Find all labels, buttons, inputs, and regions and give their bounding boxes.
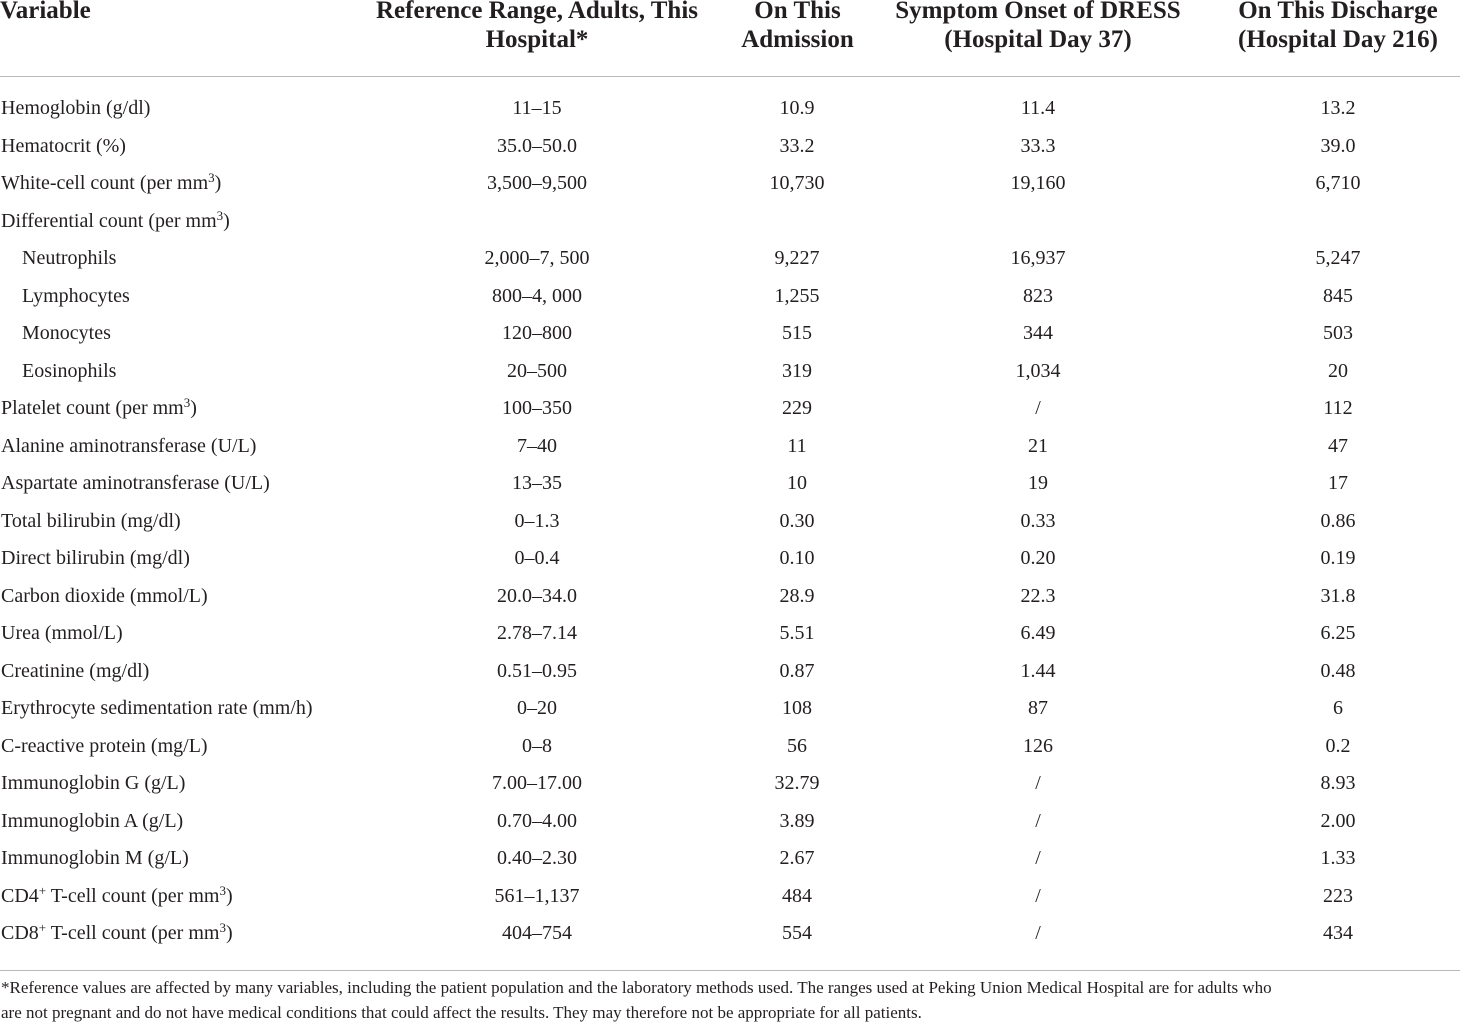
variable-cell bbox=[1, 615, 123, 653]
onset-value-cell: 16,937 bbox=[1010, 247, 1066, 269]
unit-superscript: 3 bbox=[219, 882, 226, 898]
reference-range-cell: 120–800 bbox=[502, 322, 572, 344]
onset-value-cell: 823 bbox=[1023, 284, 1053, 307]
header-admission bbox=[730, 0, 865, 54]
variable-cell bbox=[1, 128, 126, 166]
variable-name: Direct bilirubin (mg/dl) bbox=[1, 547, 190, 569]
onset-value-cell: / bbox=[1035, 397, 1041, 419]
footnote-text bbox=[1, 975, 1459, 1025]
variable-cell bbox=[1, 90, 150, 128]
variable-name: Immunoglobin M (g/L) bbox=[1, 847, 189, 869]
reference-range-cell: 7.00–17.00 bbox=[492, 772, 582, 794]
variable-name: Neutrophils bbox=[22, 247, 117, 269]
onset-value-cell: 19 bbox=[1028, 472, 1048, 494]
reference-range-cell: 0.40–2.30 bbox=[497, 847, 577, 869]
reference-range-cell: 13–35 bbox=[512, 472, 562, 494]
table-header bbox=[0, 0, 1460, 77]
variable-cell bbox=[22, 353, 116, 391]
variable-cell bbox=[1, 465, 270, 503]
table-row bbox=[0, 615, 1460, 653]
variable-name: CD8 bbox=[1, 922, 39, 944]
variable-name: Total bilirubin (mg/dl) bbox=[1, 509, 181, 532]
variable-cell bbox=[1, 728, 208, 766]
table-row bbox=[0, 353, 1460, 391]
discharge-value-cell: 5,247 bbox=[1315, 247, 1361, 269]
unit-superscript: 3 bbox=[183, 395, 191, 410]
variable-cell bbox=[1, 915, 233, 953]
onset-value-cell: / bbox=[1035, 922, 1041, 944]
unit-superscript: 3 bbox=[208, 170, 215, 185]
table-row bbox=[0, 878, 1460, 916]
discharge-value-cell: 0.19 bbox=[1320, 547, 1356, 569]
header-reference-range bbox=[338, 0, 736, 54]
admission-value-cell: 10 bbox=[787, 472, 807, 494]
admission-value-cell: 33.2 bbox=[779, 134, 815, 157]
variable-name-superscript: + bbox=[38, 920, 47, 935]
discharge-value-cell: 0.86 bbox=[1320, 509, 1356, 532]
table-footnote bbox=[0, 970, 1460, 1022]
discharge-value-cell: 223 bbox=[1323, 884, 1353, 907]
table-row bbox=[0, 503, 1460, 541]
discharge-value-cell: 6,710 bbox=[1315, 172, 1361, 194]
reference-range-cell: 3,500–9,500 bbox=[487, 172, 587, 194]
reference-range-cell: 100–350 bbox=[502, 397, 572, 419]
admission-value-cell: 11 bbox=[787, 434, 807, 457]
variable-name-suffix: ) bbox=[214, 172, 222, 194]
footnote-line-1: *Reference values are affected by many variables, including the patient population and the laboratory methods used. The ranges used at Peking Union Medical Hospital are for adults who bbox=[1, 978, 1272, 997]
table-row bbox=[0, 428, 1460, 466]
variable-name: Differential count (per mm bbox=[1, 209, 217, 232]
discharge-value-cell: 1.33 bbox=[1320, 847, 1356, 869]
admission-value-cell: 0.10 bbox=[779, 547, 815, 569]
onset-value-cell: 11.4 bbox=[1020, 97, 1056, 119]
onset-value-cell: 21 bbox=[1028, 434, 1048, 457]
reference-range-cell: 7–40 bbox=[517, 434, 557, 457]
variable-cell bbox=[1, 165, 221, 203]
reference-range-cell: 11–15 bbox=[512, 97, 562, 119]
variable-name: Hematocrit (%) bbox=[1, 134, 126, 157]
reference-range-cell: 35.0–50.0 bbox=[497, 134, 577, 157]
variable-name: Eosinophils bbox=[22, 359, 117, 382]
variable-name-rest: T-cell count (per mm bbox=[46, 922, 220, 944]
variable-name: C-reactive protein (mg/L) bbox=[1, 734, 208, 757]
table-row bbox=[0, 915, 1460, 953]
variable-cell bbox=[1, 503, 181, 541]
variable-name-suffix: ) bbox=[225, 884, 233, 907]
admission-value-cell: 32.79 bbox=[774, 772, 820, 794]
table-row bbox=[0, 540, 1460, 578]
reference-range-cell: 561–1,137 bbox=[494, 884, 580, 907]
table-row bbox=[0, 90, 1460, 128]
variable-cell bbox=[22, 315, 111, 353]
variable-cell bbox=[1, 690, 313, 728]
variable-name: Creatinine (mg/dl) bbox=[1, 659, 150, 682]
onset-value-cell: 0.33 bbox=[1020, 509, 1056, 532]
variable-name-suffix: ) bbox=[225, 922, 233, 944]
variable-name: Monocytes bbox=[22, 322, 111, 344]
onset-value-cell: 33.3 bbox=[1020, 134, 1056, 157]
unit-superscript: 3 bbox=[216, 207, 224, 223]
variable-cell bbox=[22, 240, 116, 278]
variable-cell bbox=[1, 540, 190, 578]
table-row bbox=[0, 240, 1460, 278]
header-reference-line-1: Reference Range, Adults, This bbox=[376, 0, 698, 24]
reference-range-cell: 0.70–4.00 bbox=[497, 809, 577, 832]
variable-name: Immunoglobin A (g/L) bbox=[1, 809, 184, 832]
header-discharge-line-1: On This Discharge bbox=[1238, 0, 1438, 24]
onset-value-cell: 126 bbox=[1023, 734, 1053, 757]
admission-value-cell: 5.51 bbox=[779, 622, 815, 644]
variable-name: Immunoglobin G (g/L) bbox=[1, 772, 186, 794]
variable-name-suffix: ) bbox=[223, 209, 230, 232]
onset-value-cell: 0.20 bbox=[1020, 547, 1056, 569]
admission-value-cell: 554 bbox=[782, 922, 812, 944]
variable-cell bbox=[1, 428, 256, 466]
table-row bbox=[0, 578, 1460, 616]
header-discharge bbox=[1220, 0, 1456, 54]
table-row bbox=[0, 728, 1460, 766]
discharge-value-cell: 8.93 bbox=[1320, 772, 1356, 794]
admission-value-cell: 515 bbox=[782, 322, 812, 344]
header-admission-line-2: Admission bbox=[741, 26, 854, 53]
admission-value-cell: 28.9 bbox=[779, 584, 815, 607]
variable-name: Aspartate aminotransferase (U/L) bbox=[1, 472, 270, 494]
reference-range-cell: 0–8 bbox=[522, 734, 552, 757]
table-row bbox=[0, 390, 1460, 428]
variable-name: Hemoglobin (g/dl) bbox=[1, 97, 151, 119]
table-row bbox=[0, 765, 1460, 803]
reference-range-cell: 20–500 bbox=[507, 359, 567, 382]
table-row bbox=[0, 803, 1460, 841]
admission-value-cell: 0.87 bbox=[779, 659, 815, 682]
reference-range-cell: 0–1.3 bbox=[514, 509, 560, 532]
table-row bbox=[0, 465, 1460, 503]
admission-value-cell: 10,730 bbox=[769, 172, 825, 194]
onset-value-cell: 344 bbox=[1023, 322, 1053, 344]
reference-range-cell: 2,000–7, 500 bbox=[484, 247, 590, 269]
variable-cell bbox=[22, 278, 130, 316]
header-onset-line-1: Symptom Onset of DRESS bbox=[895, 0, 1181, 24]
discharge-value-cell: 6.25 bbox=[1320, 622, 1356, 644]
onset-value-cell: / bbox=[1035, 772, 1041, 794]
admission-value-cell: 108 bbox=[782, 697, 812, 719]
variable-name: Lymphocytes bbox=[22, 284, 130, 307]
reference-range-cell: 800–4, 000 bbox=[492, 284, 582, 307]
admission-value-cell: 56 bbox=[787, 734, 807, 757]
onset-value-cell: 22.3 bbox=[1020, 584, 1056, 607]
variable-name: Carbon dioxide (mmol/L) bbox=[1, 584, 208, 607]
header-variable-label: Variable bbox=[0, 0, 91, 24]
table-row bbox=[0, 203, 1460, 241]
table-row bbox=[0, 165, 1460, 203]
variable-name: Alanine aminotransferase (U/L) bbox=[1, 434, 257, 457]
admission-value-cell: 3.89 bbox=[779, 809, 815, 832]
table-row bbox=[0, 128, 1460, 166]
discharge-value-cell: 17 bbox=[1328, 472, 1348, 494]
admission-value-cell: 0.30 bbox=[779, 509, 815, 532]
onset-value-cell: 1.44 bbox=[1020, 659, 1056, 682]
onset-value-cell: / bbox=[1035, 884, 1041, 907]
discharge-value-cell: 0.2 bbox=[1325, 734, 1351, 757]
table-body bbox=[0, 90, 1460, 953]
table-row bbox=[0, 840, 1460, 878]
variable-cell bbox=[1, 653, 149, 691]
variable-name: Erythrocyte sedimentation rate (mm/h) bbox=[1, 697, 313, 719]
variable-name: White-cell count (per mm bbox=[1, 172, 209, 194]
reference-range-cell: 0–0.4 bbox=[514, 547, 560, 569]
reference-range-cell: 20.0–34.0 bbox=[497, 584, 577, 607]
variable-cell bbox=[1, 803, 183, 841]
discharge-value-cell: 31.8 bbox=[1320, 584, 1356, 607]
variable-name: Urea (mmol/L) bbox=[1, 622, 123, 644]
header-symptom-onset bbox=[878, 0, 1198, 54]
table-row bbox=[0, 653, 1460, 691]
unit-superscript: 3 bbox=[219, 920, 226, 935]
discharge-value-cell: 845 bbox=[1323, 284, 1353, 307]
variable-name: CD4 bbox=[1, 884, 39, 907]
header-reference-line-2: Hospital* bbox=[485, 26, 589, 53]
variable-name-superscript: + bbox=[38, 882, 47, 898]
variable-cell bbox=[1, 390, 197, 428]
reference-range-cell: 404–754 bbox=[502, 922, 572, 944]
variable-name: Platelet count (per mm bbox=[1, 397, 184, 419]
onset-value-cell: 87 bbox=[1028, 697, 1048, 719]
admission-value-cell: 1,255 bbox=[774, 284, 820, 307]
discharge-value-cell: 112 bbox=[1323, 397, 1353, 419]
onset-value-cell: 19,160 bbox=[1010, 172, 1066, 194]
onset-value-cell: 6.49 bbox=[1020, 622, 1056, 644]
reference-range-cell: 0.51–0.95 bbox=[497, 659, 577, 682]
variable-cell bbox=[1, 203, 230, 241]
discharge-value-cell: 39.0 bbox=[1320, 134, 1356, 157]
onset-value-cell: / bbox=[1035, 809, 1041, 832]
header-variable bbox=[0, 0, 91, 25]
header-admission-line-1: On This bbox=[754, 0, 841, 24]
discharge-value-cell: 2.00 bbox=[1320, 809, 1356, 832]
onset-value-cell: 1,034 bbox=[1015, 359, 1061, 382]
discharge-value-cell: 6 bbox=[1333, 697, 1343, 719]
discharge-value-cell: 434 bbox=[1323, 922, 1353, 944]
reference-range-cell: 0–20 bbox=[517, 697, 557, 719]
variable-name-suffix: ) bbox=[190, 397, 197, 419]
table-row bbox=[0, 690, 1460, 728]
discharge-value-cell: 13.2 bbox=[1320, 97, 1356, 119]
discharge-value-cell: 503 bbox=[1323, 322, 1353, 344]
discharge-value-cell: 0.48 bbox=[1320, 659, 1356, 682]
variable-cell bbox=[1, 840, 189, 878]
admission-value-cell: 10.9 bbox=[779, 97, 815, 119]
header-discharge-line-2: (Hospital Day 216) bbox=[1238, 26, 1438, 53]
table-row bbox=[0, 278, 1460, 316]
admission-value-cell: 2.67 bbox=[779, 847, 815, 869]
reference-range-cell: 2.78–7.14 bbox=[497, 622, 577, 644]
admission-value-cell: 9,227 bbox=[774, 247, 820, 269]
table-row bbox=[0, 315, 1460, 353]
variable-cell bbox=[1, 878, 233, 916]
discharge-value-cell: 47 bbox=[1328, 434, 1348, 457]
header-onset-line-2: (Hospital Day 37) bbox=[944, 26, 1132, 53]
admission-value-cell: 484 bbox=[782, 884, 812, 907]
variable-name-rest: T-cell count (per mm bbox=[46, 884, 220, 907]
admission-value-cell: 229 bbox=[782, 397, 812, 419]
variable-cell bbox=[1, 578, 208, 616]
admission-value-cell: 319 bbox=[782, 359, 812, 382]
onset-value-cell: / bbox=[1035, 847, 1041, 869]
footnote-line-2: are not pregnant and do not have medical conditions that could affect the results. They may therefore not be appropriate for all patients. bbox=[1, 1003, 922, 1022]
discharge-value-cell: 20 bbox=[1328, 359, 1348, 382]
variable-cell bbox=[1, 765, 185, 803]
